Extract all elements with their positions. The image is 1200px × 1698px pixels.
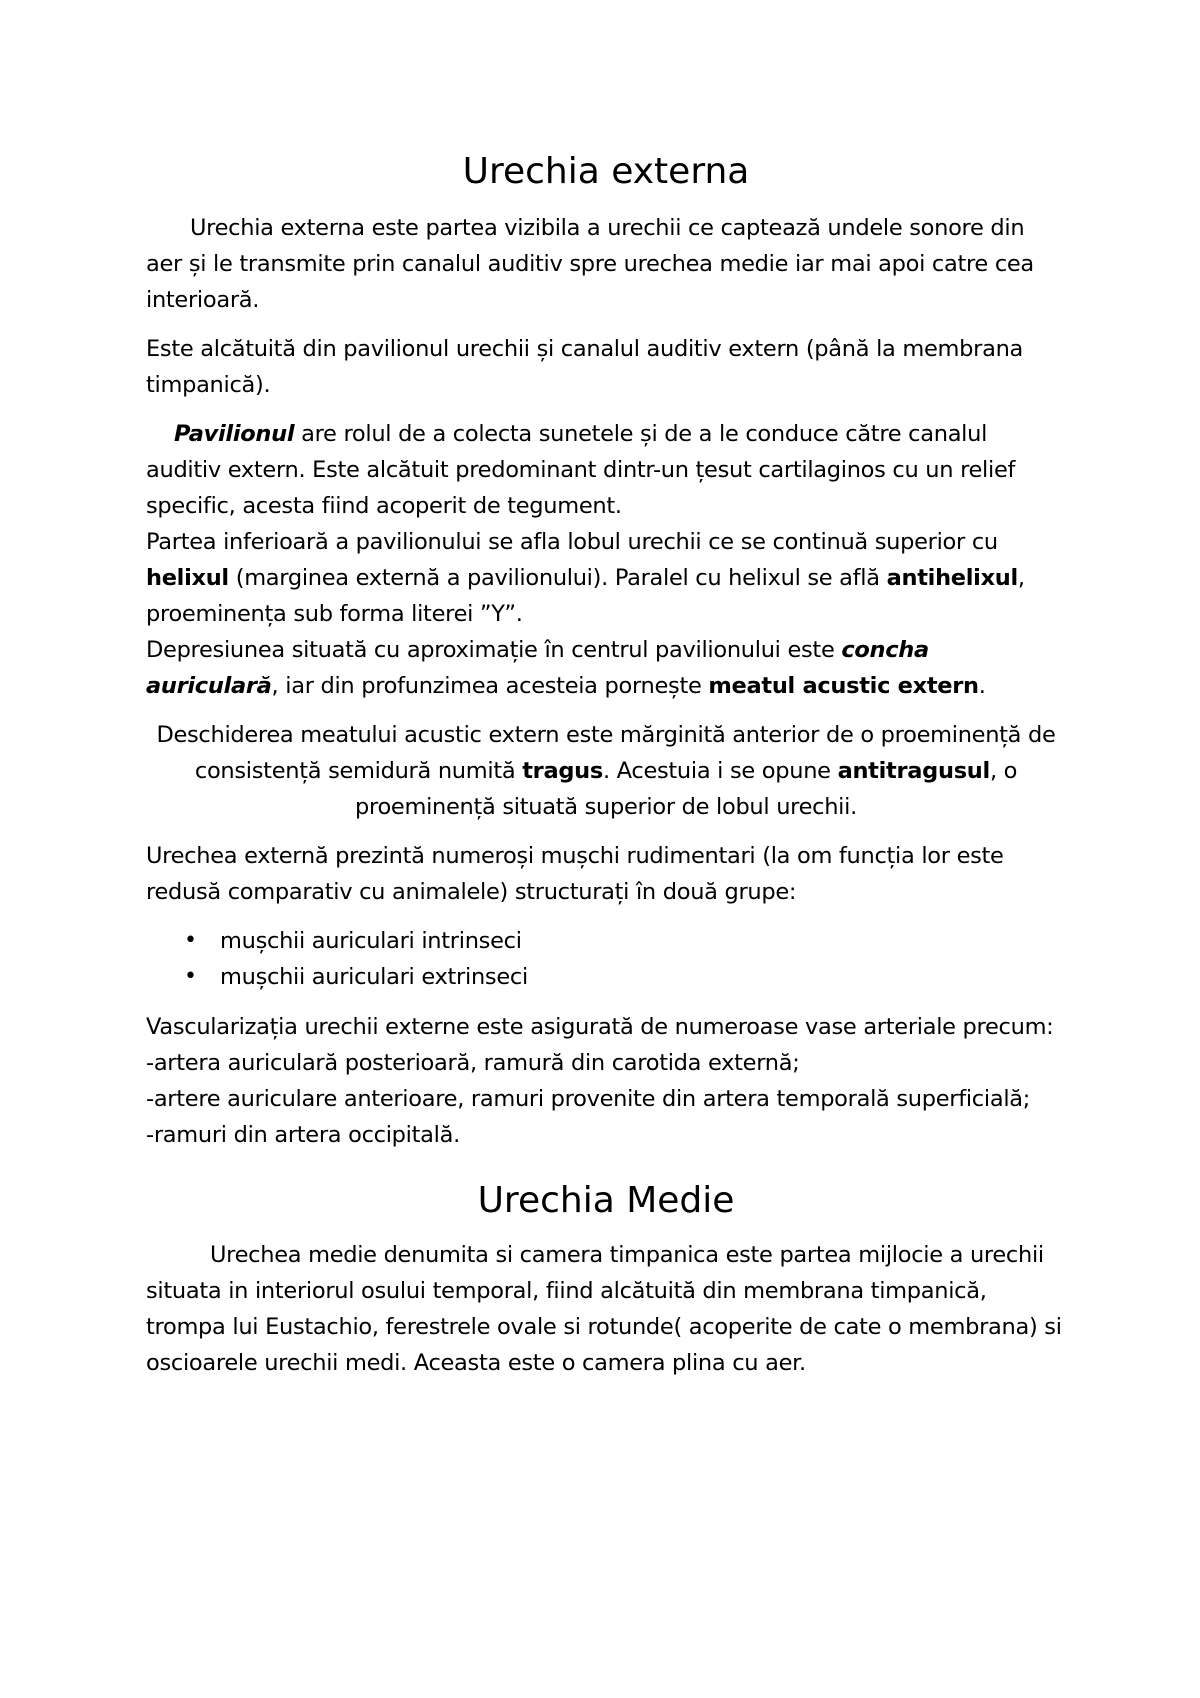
document-page (146, 150, 1066, 1394)
list-item (184, 959, 1066, 995)
concha-text-a: Depresiunea situată cu aproximație în centrul pavilionului este (146, 637, 842, 663)
bullet-icon: • (184, 964, 197, 989)
helix-text-a: Partea inferioară a pavilionului se afla lobul urechii ce se continuă superior cu (146, 529, 998, 555)
artery-line-2: -artere auriculare anterioare, ramuri provenite din artera temporală superficială; (146, 1086, 1031, 1112)
muscles-paragraph: Urechea externă prezintă numeroși mușchi rudimentari (la om funcția lor este redusă comparativ cu animalele) structurați în două grupe: (146, 843, 1004, 905)
list-item-text: mușchii auriculari extrinseci (220, 964, 528, 990)
tragus-text-a: Deschiderea meatului acustic extern este mărginită anterior de o proeminență de consistență semidură numită (156, 722, 1056, 784)
tragus-text-c: , o proeminență situată superior de lobul urechii. (355, 758, 1018, 820)
term-meatus: meatul acustic extern (708, 673, 979, 699)
term-helixul: helixul (146, 565, 229, 591)
vascularization-paragraph: Vascularizația urechii externe este asigurată de numeroase vase arteriale precum: (146, 1014, 1054, 1040)
tragus-paragraph (146, 717, 1066, 825)
concha-text-c: . (978, 673, 986, 699)
helix-text-c: , proeminența sub forma literei ”Y”. (146, 565, 1025, 627)
section-title-middle-ear: Urechia Medie (477, 1180, 735, 1221)
artery-line-1: -artera auriculară posterioară, ramură din carotida externă; (146, 1050, 800, 1076)
pavilion-paragraph (146, 416, 1066, 524)
term-antitragus: antitragusul (837, 758, 990, 784)
intro-paragraph: Urechia externa este partea vizibila a urechii ce captează undele sonore din aer și le transmite prin canalul auditiv spre urechea medie iar mai apoi catre cea interioară. (146, 215, 1034, 313)
composition-paragraph: Este alcătuită din pavilionul urechii și canalul auditiv extern (până la membrana timpanică). (146, 336, 1024, 398)
list-item-text: mușchii auriculari intrinseci (220, 928, 522, 954)
artery-line-3: -ramuri din artera occipitală. (146, 1122, 460, 1148)
list-item (184, 923, 1066, 959)
term-pavilionul: Pavilionul (174, 421, 295, 447)
helix-paragraph (146, 524, 1066, 632)
tragus-text-b: . Acestuia i se opune (602, 758, 838, 784)
middle-ear-paragraph: Urechea medie denumita si camera timpanica este partea mijlocie a urechii situata in interiorul osului temporal, fiind alcătuită din membrana timpanică, trompa lui Eustachio, ferestrele ovale si rotunde( acoperite de cate o membrana) si oscioarele urechii medi. Aceasta este o camera plina cu aer. (146, 1242, 1062, 1376)
section-title-external-ear: Urechia externa (462, 151, 750, 192)
term-concha: concha auriculară (146, 637, 929, 699)
term-antihelixul: antihelixul (886, 565, 1018, 591)
helix-text-b: (marginea externă a pavilionului). Paralel cu helixul se află (228, 565, 887, 591)
concha-paragraph (146, 632, 1066, 704)
concha-text-b: , iar din profunzimea acesteia pornește (271, 673, 709, 699)
bullet-icon: • (184, 928, 197, 953)
muscle-list (146, 923, 1066, 995)
term-tragus: tragus (522, 758, 603, 784)
pavilion-text: are rolul de a colecta sunetele și de a le conduce către canalul auditiv extern. Este alcătuit predominant dintr-un țesut cartilaginos cu un relief specific, acesta fiind acoperit de tegument. (146, 421, 1016, 519)
